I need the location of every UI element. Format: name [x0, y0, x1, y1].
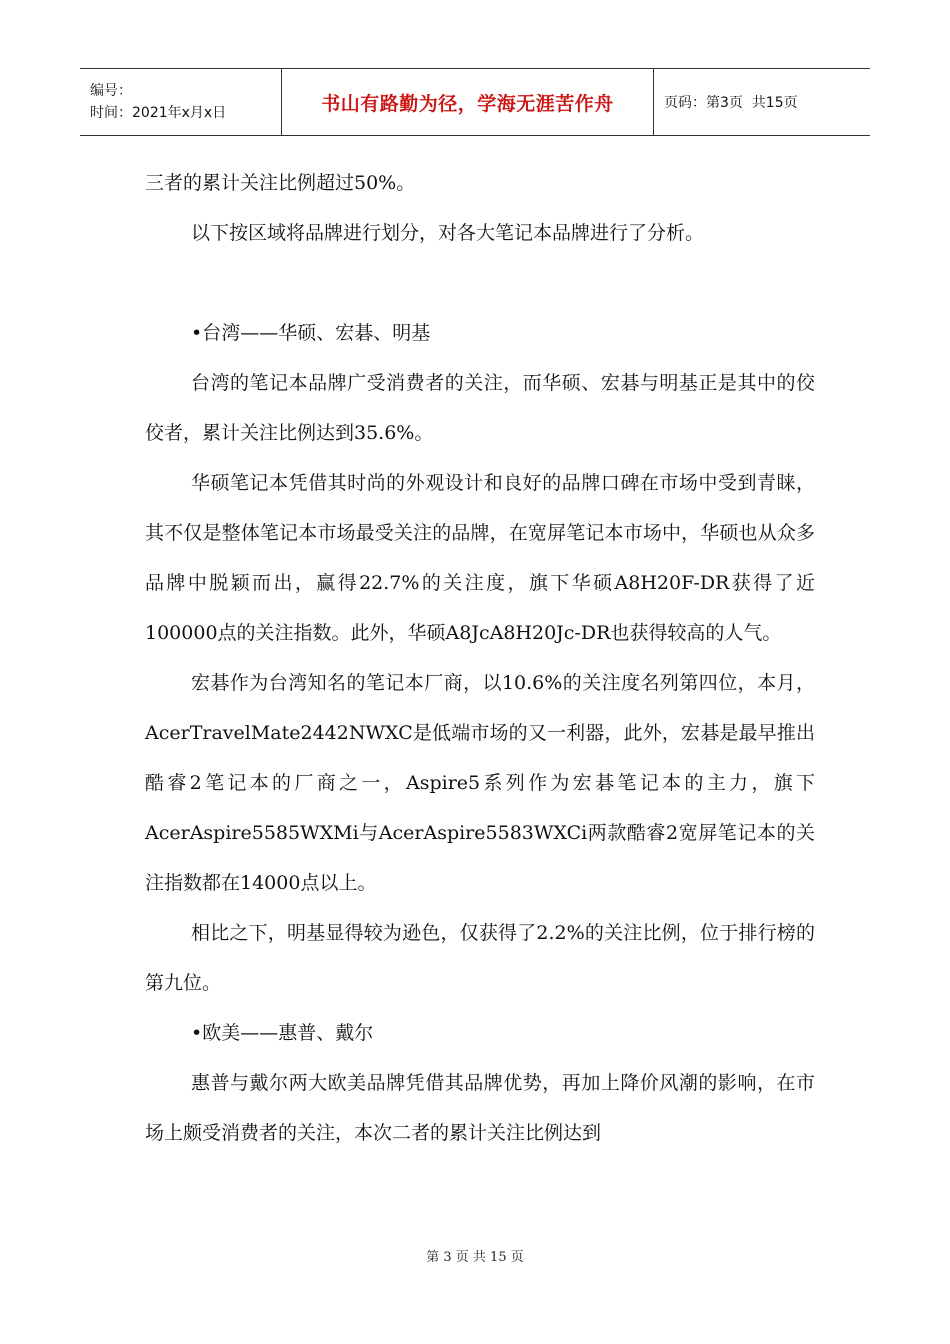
header-page-info-cell — [654, 69, 870, 135]
paragraph-benq: 相比之下，明基显得较为逊色，仅获得了2.2%的关注比例，位于排行榜的第九位。 — [145, 922, 815, 994]
document-header — [80, 68, 870, 136]
header-number-label: 编号： — [90, 83, 132, 99]
header-meta — [80, 69, 282, 135]
paragraph-continuation: 三者的累计关注比例超过50%。 — [145, 172, 416, 194]
paragraph-hp-dell: 惠普与戴尔两大欧美品牌凭借其品牌优势，再加上降价风潮的影响，在市场上颇受消费者的关注，本次二者的累计关注比例达到 — [145, 1072, 815, 1144]
header-motto: 书山有路勤为径，学海无涯苦作舟 — [282, 69, 654, 135]
header-page-info: 页码：第3页 共15页 — [664, 95, 798, 111]
paragraph-asus: 华硕笔记本凭借其时尚的外观设计和良好的品牌口碑在市场中受到青睐，其不仅是整体笔记本市场最受关注的品牌，在宽屏笔记本市场中，华硕也从众多品牌中脱颖而出，赢得22.7%的关注度，旗下华硕A8H20F-DR获得了近100000点的关注指数。此外，华硕A8JcA8H20Jc-DR也获得较高的人气。 — [145, 472, 815, 644]
section-heading-taiwan: •台湾——华硕、宏碁、明基 — [191, 322, 431, 344]
paragraph-intro: 以下按区域将品牌进行划分，对各大笔记本品牌进行了分析。 — [191, 222, 705, 244]
paragraph-taiwan-overview: 台湾的笔记本品牌广受消费者的关注，而华硕、宏碁与明基正是其中的佼佼者，累计关注比例达到35.6%。 — [145, 372, 815, 444]
section-heading-west: •欧美——惠普、戴尔 — [191, 1022, 374, 1044]
header-time-label: 时间：2021年x月x日 — [90, 105, 227, 121]
page-footer: 第 3 页 共 15 页 — [426, 1250, 524, 1265]
paragraph-acer: 宏碁作为台湾知名的笔记本厂商，以10.6%的关注度名列第四位，本月，AcerTravelMate2442NWXC是低端市场的又一利器，此外，宏碁是最早推出酷睿2笔记本的厂商之一，Aspire5系列作为宏碁笔记本的主力，旗下AcerAspire5585WXMi与AcerAspire5583WXCi两款酷睿2宽屏笔记本的关注指数都在14000点以上。 — [145, 672, 815, 894]
document-body — [145, 158, 815, 1158]
